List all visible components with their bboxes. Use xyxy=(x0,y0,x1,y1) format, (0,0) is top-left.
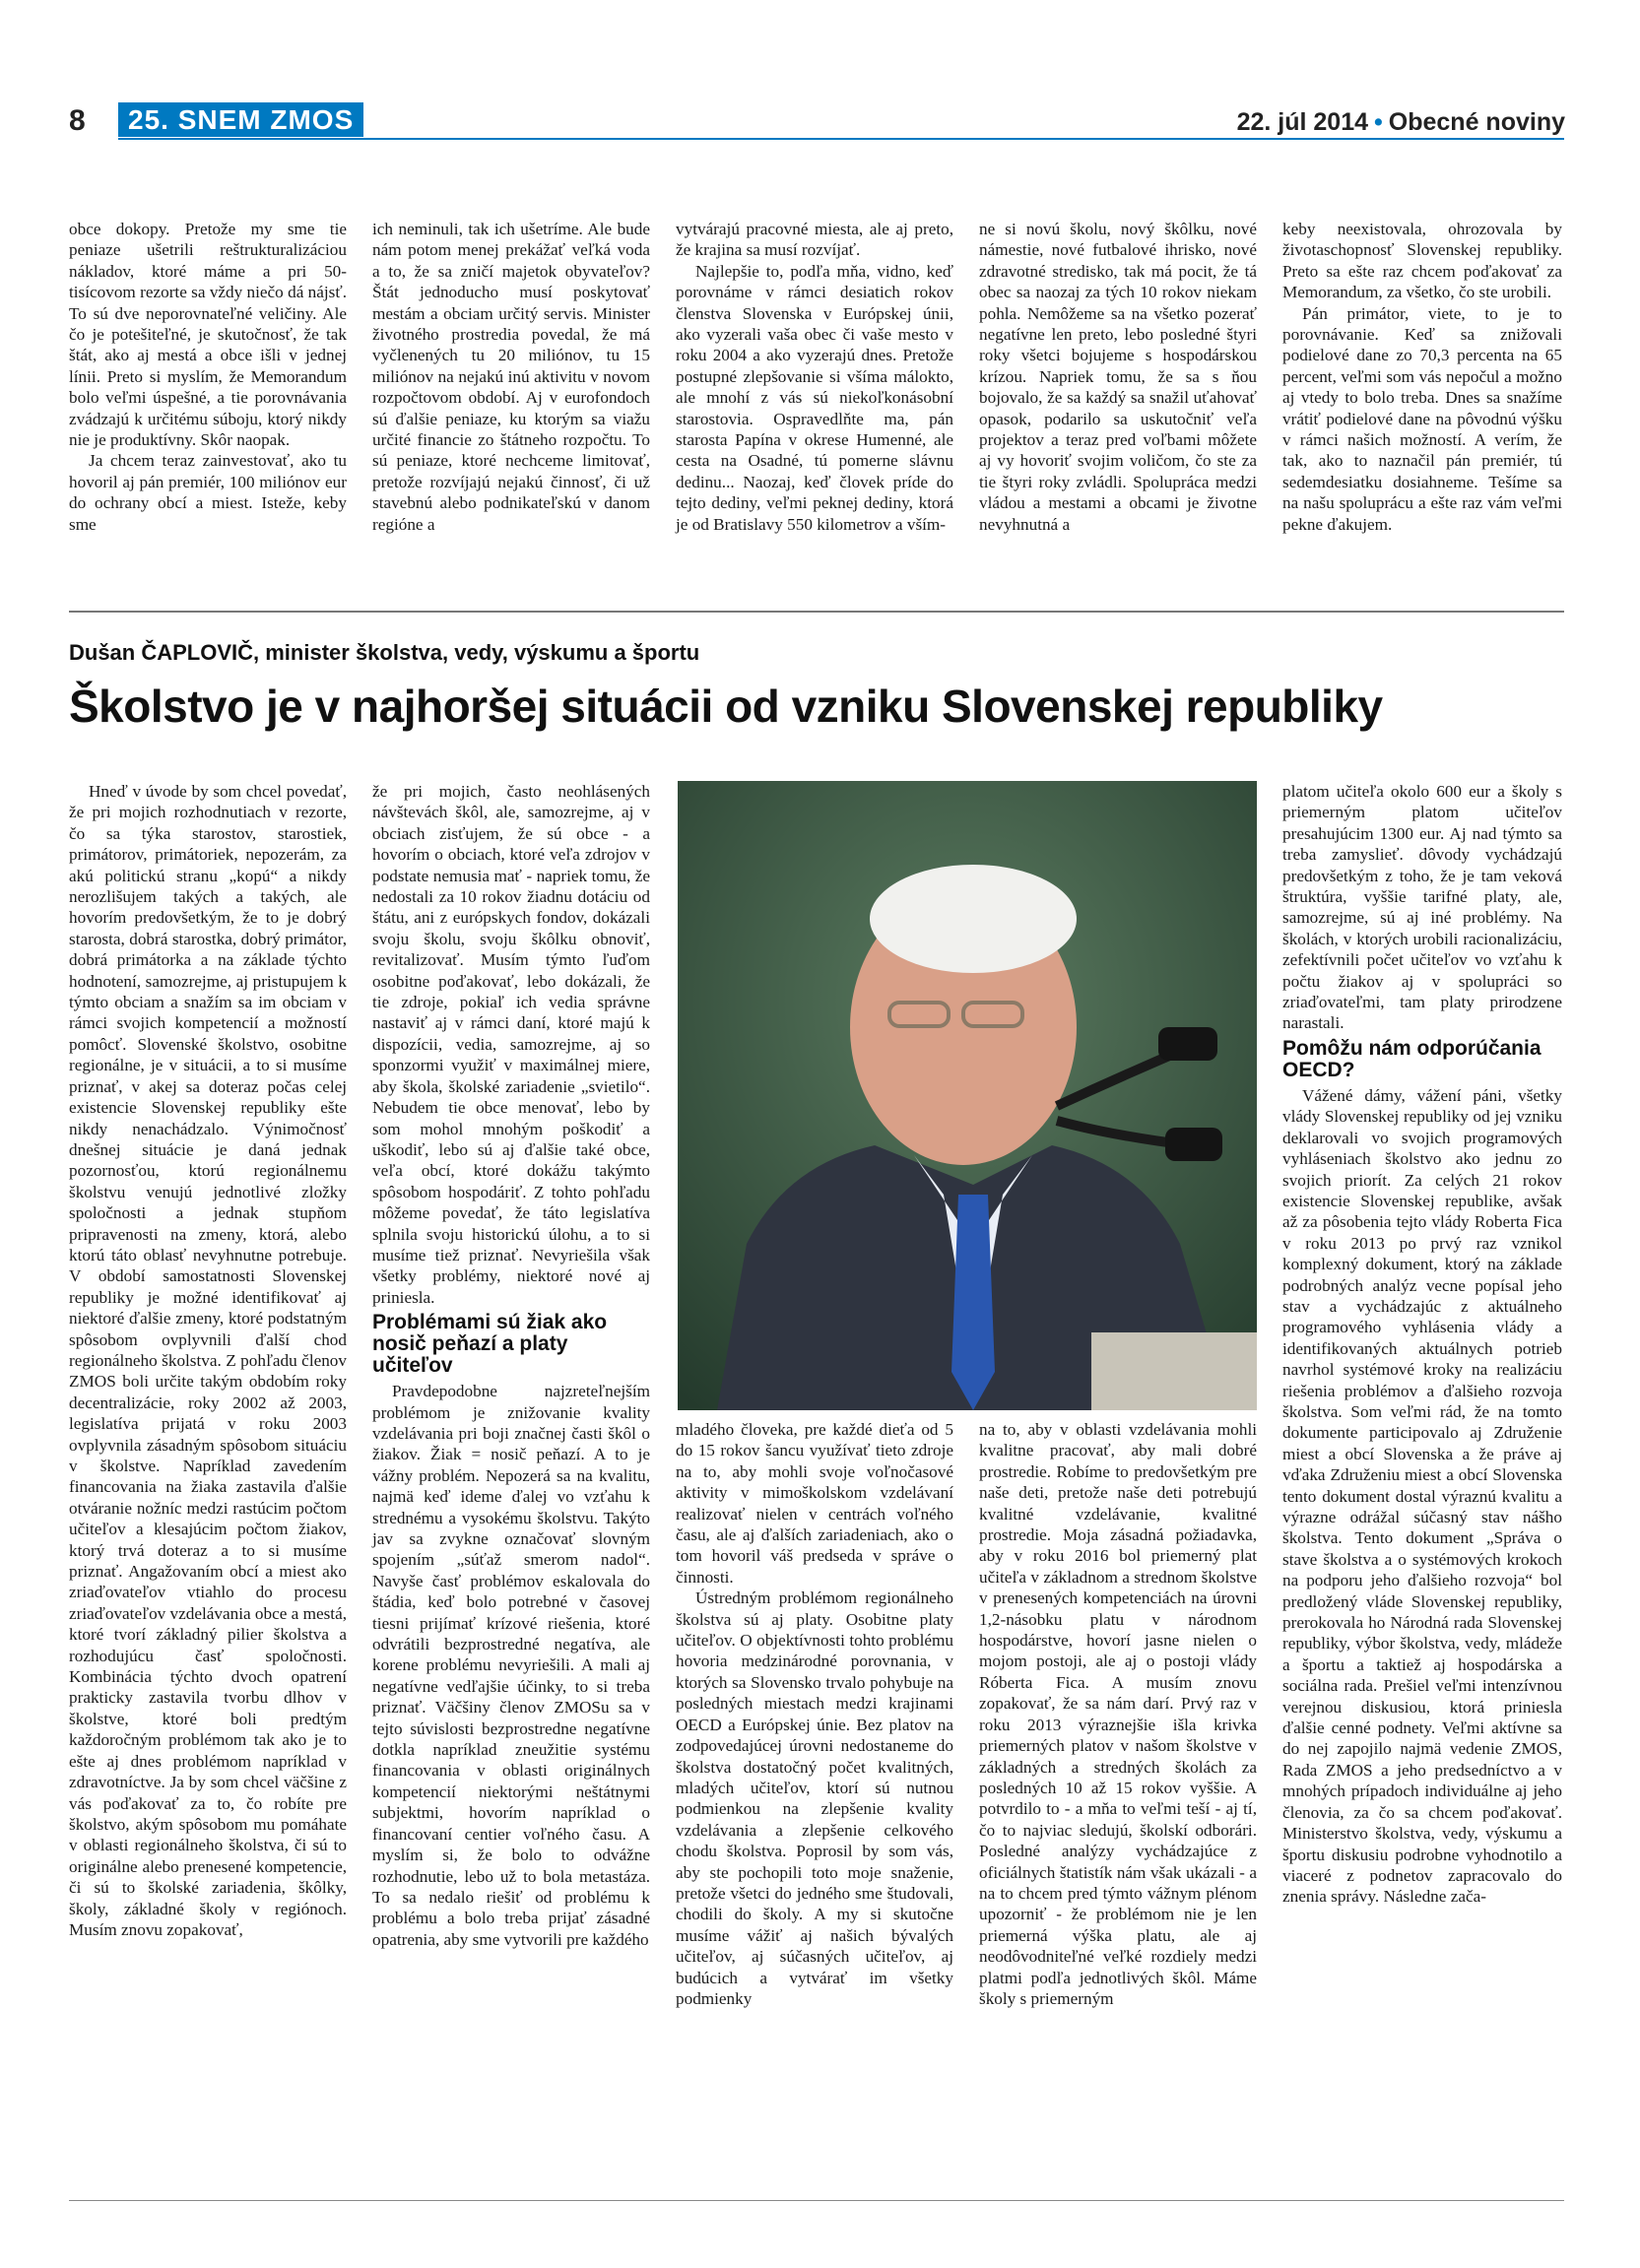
article-col-3 xyxy=(676,1419,953,2009)
paragraph: keby neexistovala, ohrozovala by životaschopnosť Slovenskej republiky. Preto sa ešte raz chcem poďakovať za Memorandum, za všetko, čo ste urobili. xyxy=(1282,220,1562,302)
article-headline: Školstvo je v najhoršej situácii od vzniku Slovenskej republiky xyxy=(69,680,1383,732)
article-kicker: Dušan ČAPLOVIČ, minister školstva, vedy, výskumu a športu xyxy=(69,640,700,665)
article-divider xyxy=(69,611,1564,613)
subheading: Pomôžu nám odporúčania OECD? xyxy=(1282,1036,1542,1081)
article-col-5 xyxy=(1282,781,1562,1908)
separator-dot: • xyxy=(1374,108,1383,136)
prev-article-col-4 xyxy=(979,219,1257,535)
paragraph: Vážené dámy, vážení páni, všetky vlády Slovenskej republiky od jej vzniku deklarovali vo svojich programových vyhláseniach školstvo ako jednu zo svojich priorít. Za celých 21 rokov existencie Slovenskej republike, avšak až za pôsobenia tejto vlády Roberta Fica v roku 2013 po prvý raz vznikol komplexný dokument, ktorý na základe podrobných analýz vecne popísal jeho stav a vychádzajúc z aktuálneho programového vyhlásenia vlády a identifikovaných aktuálnych potrieb navrhol systémové kroky na realizáciu riešenia problémov a ďalšieho rozvoja školstva. Som veľmi rád, že na tomto dokumente participovalo aj Združenie miest a obcí Slovenska a že práve aj vďaka Združeniu miest a obcí Slovenska tento dokument dostal výraznú kvalitu a výrazne odrážal súčasný stav nášho školstva. Tento dokument „Správa o stave školstva a o systémových krokoch na podporu jeho ďalšieho rozvoja“ bol predložený vláde Slovenskej republiky, prerokovala ho Národná rada Slovenskej republiky, výbor školstva, vedy, mládeže a športu a taktiež aj hospodárska a sociálna rada. Prešiel veľmi intenzívnou verejnou diskusiou, ktorá priniesla ďalšie cenné podnety. Veľmi aktívne sa do nej zapojilo najmä vedenie ZMOS, Rada ZMOS a jeho predsedníctvo a v mnohých prípadoch individuálne aj jeho členovia, za čo sa chcem poďakovať. Ministerstvo školstva, vedy, výskumu a športu diskusiu podrobne vyhodnotilo a viaceré z podnetov zapracovalo do znenia správy. Následne zača- xyxy=(1282,1085,1562,1907)
paragraph: Pán primátor, viete, to je to porovnávanie. Keď sa znižovali podielové dane zo 70,3 percenta na 65 percent, veľmi som vás nepočul a možno aj vtedy to bolo treba. Dnes sa snažíme vrátiť podielové dane na pôvodnú výšku v rámci našich možností. A verím, že tak, ako to naznačil pán premiér, tú sedemdesiatku dosiahneme. Tešíme sa na našu spoluprácu a ešte raz vám veľmi pekne ďakujem. xyxy=(1282,303,1562,534)
page-number: 8 xyxy=(69,104,86,137)
speaker-photo xyxy=(678,781,1257,1410)
prev-article-col-2 xyxy=(372,219,650,535)
paragraph: vytvárajú pracovné miesta, ale aj preto, že krajina sa musí rozvíjať. xyxy=(676,220,953,260)
paragraph: ich neminuli, tak ich ušetríme. Ale bude nám potom menej prekážať veľká voda a to, že sa zničí majetok obyvateľov? Štát jednoducho musí poskytovať mestám a obciam určitý servis. Minister životného prostredia povedal, že má vyčlenených tu 20 miliónov, tu 15 miliónov na nejakú inú aktivitu v novom rozpočtovom období. Aj v eurofondoch sú ďalšie peniaze, ku ktorým sa viažu určité financie zo štátneho rozpočtu. To sú peniaze, ktoré nechceme limitovať, pretože rozvíjajú nejakú činnosť, či už stavebnú alebo podnikateľskú v danom regióne a xyxy=(372,220,650,534)
subheading: Problémami sú žiak ako nosič peňazí a platy učiteľov xyxy=(372,1311,608,1378)
prev-article-col-1 xyxy=(69,219,347,535)
paragraph: Pravdepodobne najzreteľnejším problémom je znižovanie kvality vzdelávania pri boji značnej časti škôl o žiakov. Žiak = nosič peňazí. A to je vážny problém. Nepozerá sa na kvalitu, najmä keď ideme ďalej vo vzťahu k strednému a vysokému školstvu. Takýto jav sa zvykne označovať slovným spojením „súťaž smerom nadol“. Navyše časť problémov eskalovala do štádia, keď bolo potrebné v časovej tiesni prijímať krízové riešenia, ktoré odvrátili bezprostredné negatíva, ale korene problému nevyriešili. A mali aj negatívne vedľajšie účinky, to si treba priznať. Väčšiny členov ZMOSu sa v tejto súvislosti bezprostredne negatívne dotkla napríklad zneužitie systému financovania v oblasti originálnych kompetencií niektorými neštátnymi subjektmi, hovorím napríklad o financovaní centier voľného času. A myslím si, že bolo to odvážne rozhodnutie, lebo už to bola metastáza. To sa nedalo riešiť od problému k problému a bolo treba prijať zásadné opatrenia, aby sme vytvorili pre každého xyxy=(372,1382,650,1949)
article-col-2 xyxy=(372,781,650,1950)
prev-article-col-5 xyxy=(1282,219,1562,535)
article-col-1 xyxy=(69,781,347,1940)
issue-date: 22. júl 2014 xyxy=(1236,108,1369,136)
speaker-illustration xyxy=(678,781,1257,1410)
issue-info xyxy=(1237,108,1565,137)
paragraph: mladého človeka, pre každé dieťa od 5 do 15 rokov šancu využívať tieto zdroje na to, aby mohli svoje voľnočasové aktivity v mimoškolskom vzdelávaní realizovať nielen v centrách voľného času, ale aj ďalších zariadeniach, ako o tom hovoril váš predseda v správe o činnosti. xyxy=(676,1420,953,1587)
article-col-4 xyxy=(979,1419,1257,2009)
publication-name: Obecné noviny xyxy=(1388,108,1565,136)
header-rule xyxy=(118,138,1564,140)
paragraph: Hneď v úvode by som chcel povedať, že pri mojich rozhodnutiach v rezorte, čo sa týka starostov, starostiek, primátorov, primátoriek, nepozerám, za akú politickú stranu „kopú“ a nikdy nerozlišujem takých a takých, ale hovorím predovšetkým, že to je dobrý starosta, dobrá starostka, dobrý primátor, dobrá primátorka a na základe týchto hodnotení, samozrejme, aj pristupujem k týmto obciam a snažím sa im obciam v rámci svojich kompetencií a možností pomôcť. Slovenské školstvo, osobitne regionálne, je v situácii, a to si musíme priznať, v akej sa doteraz počas celej existencie Slovenskej republiky ešte nikdy nenachádzalo. Výnimočnosť dnešnej situácie je daná jednak pozornosťou, ktorú regionálnemu školstvu venujú jednotlivé zložky spoločnosti a jednak stupňom pripravenosti na zmeny, ktorá, alebo ktorú táto oblasť nevyhnutne potrebuje. V období samostatnosti Slovenskej republiky je možné identifikovať aj niektoré ďalšie zmeny, ktoré podstatným spôsobom ovplyvnili ďalší chod regionálneho školstva. Z pohľadu členov ZMOS boli určite takým obdobím roky decentralizácie, roky 2002 až 2003, legislatíva prijatá v roku 2003 ovplyvnila zásadným spôsobom situáciu v školstve. Napríklad zavedením financovania na žiaka zastavila ďalšie otváranie nožníc medzi rastúcim počtom učiteľov a klesajúcim počtom žiakov, ktorý trvá doteraz a to si musíme priznať. Angažovaním obcí a miest ako zriaďovateľov vtiahlo do procesu zriaďovateľov vzdelávania obce a mestá, ktoré tvorí základný pilier školstva a rozhodujúcu časť spoločnosti. Kombinácia týchto dvoch opatrení prakticky zastavila tvorbu dlhov v školstve, ktoré boli predtým každoročným problémom tak ako je to ešte aj dnes problémom napríklad v zdravotníctve. Ja by som chcel väčšine z vás poďakovať za to, čo robíte pre školstvo, akým spôsobom mu pomáhate v oblasti regionálneho školstva, či sú to originálne alebo prenesené kompetencie, či sú to školské zariadenia, škôlky, školy, základné školy v regiónoch. Musím znovu zopakovať, xyxy=(69,782,347,1939)
paragraph: Ústredným problémom regionálneho školstva sú aj platy. Osobitne platy učiteľov. O objektívnosti tohto problému hovoria medzinárodné porovnania, v ktorých sa Slovensko trvalo pohybuje na posledných miestach medzi krajinami OECD a Európskej únie. Bez platov na zodpovedajúcej úrovni nedostaneme do školstva dostatočný počet kvalitných, mladých učiteľov, ktorí sú nutnou podmienkou na zlepšenie kvality vzdelávania a zlepšenie celkového chodu školstva. Poprosil by som vás, aby ste pochopili toto moje snaženie, pretože všetci do jedného sme študovali, chodili do školy. A my si skutočne musíme vážiť aj našich bývalých učiteľov, aj súčasných učiteľov, aj budúcich a vytvárať im všetky podmienky xyxy=(676,1588,953,2008)
section-badge: 25. SNEM ZMOS xyxy=(118,102,363,137)
paragraph: na to, aby v oblasti vzdelávania mohli kvalitne pracovať, aby mali dobré prostredie. Robíme to predovšetkým pre naše deti, pretože naše deti potrebujú kvalitné vzdelávanie, kvalitné prostredie. Moja zásadná požiadavka, aby v roku 2016 bol priemerný plat učiteľa v základnom a strednom školstve v prenesených kompetenciách na úrovni 1,2-násobku platu v národnom hospodárstve, hovorí jasne nielen o mojom postoji, ale aj o postoji vlády Róberta Fica. A musím znovu zopakovať, že sa nám darí. Prvý raz v roku 2013 výraznejšie išla krivka priemerných platov v našom školstve v základných a stredných školách za posledných 10 až 15 rokov vyššie. A potvrdilo to - a mňa to veľmi teší - aj tí, čo to najviac sledujú, školskí odborári. Posledné analýzy vychádzajúce z oficiálnych štatistík nám však ukázali - a na to chcem pred týmto vážnym plénom upozorniť - že problémom nie je len priemerná výška platu, ale aj neodôvodniteľné veľké rozdiely medzi platmi podľa jednotlivých škôl. Máme školy s priemerným xyxy=(979,1420,1257,2008)
bottom-rule xyxy=(69,2200,1564,2201)
paragraph: obce dokopy. Pretože my sme tie peniaze ušetrili reštrukturalizáciou nákladov, ktoré máme a pri 50-tisícovom rezorte sa vždy niečo dá nájsť. To sú dve neporovnateľné veličiny. Ale čo je potešiteľné, je skutočnosť, že tak štát, ako aj mestá a obce išli v jednej línii. Preto si myslím, že Memorandum bolo veľmi úspešné, a tie porovnávania zvádzajú k určitému súboju, ktorý nikdy nie je produktívny. Skôr naopak. xyxy=(69,220,347,450)
paragraph: Najlepšie to, podľa mňa, vidno, keď porovnáme v rámci desiatich rokov členstva Slovenska v Európskej únii, ako vyzerali vaša obec či vaše mesto v roku 2004 a ako vyzerajú dnes. Pretože postupné zlepšovanie si všíma málokto, ale mnohí z vás sú niekoľkonásobní starostovia. Ospravedlňte ma, pán starosta Papína v okrese Humenné, ale cesta na Osadné, tú pomerne slávnu dedinu... Naozaj, keď človek príde do tejto dediny, veľmi peknej dediny, ktorá je od Bratislavy 550 kilometrov a vším- xyxy=(676,261,953,534)
paragraph: platom učiteľa okolo 600 eur a školy s priemerným platom učiteľov presahujúcim 1300 eur. Aj nad týmto sa treba zamyslieť. dôvody vychádzajú predovšetkým z toho, že je tam veková štruktúra, vyššie tarifné platy, ale, samozrejme, sú aj iné problémy. Na školách, v ktorých urobili racionalizáciu, zefektívnili počet učiteľov vo vzťahu k počtu žiakov aj v spolupráci so zriaďovateľmi, tam platy prirodzene narastali. xyxy=(1282,782,1562,1033)
prev-article-col-3 xyxy=(676,219,953,535)
paragraph: že pri mojich, často neohlásených návštevách škôl, ale, samozrejme, aj v obciach zisťujem, že sú obce - a hovorím o obciach, ktoré veľa zdrojov v podstate nemusia mať - napriek tomu, že nedostali za 10 rokov žiadnu dotáciu od štátu, ani z európskych fondov, dokázali svoju školu, svoju škôlku obnoviť, revitalizovať. Musím týmto ľuďom osobitne poďakovať, lebo dokázali, že tie zdroje, pokiaľ ich vedia správne nastaviť aj v rámci daní, ktoré majú k dispozícii, vedia, samozrejme, aj so sponzormi využiť v maximálnej miere, aby škola, školské zariadenie „svietilo“. Nebudem tie obce menovať, lebo by som mohol mnohým poškodiť a uškodiť, lebo sú aj ďalšie také obce, veľa obcí, ktoré dokážu takýmto spôsobom hospodáriť. Z tohto pohľadu môžeme povedať, že táto legislatíva splnila svoju historickú úlohu, a to si musíme tiež priznať. Nevyriešila však všetky problémy, niektoré nové aj priniesla. xyxy=(372,782,650,1307)
paragraph: ne si novú školu, nový škôlku, nové námestie, nové futbalové ihrisko, nové zdravotné stredisko, tak má pocit, že tá obec sa naozaj za tých 10 rokov niekam pohla. Nemôžeme sa na všetko pozerať negatívne len preto, lebo posledné štyri roky všetci bojujeme s hospodárskou krízou. Napriek tomu, že sa s ňou bojovalo, že sa každý sa snažil uťahovať opasok, podarilo sa uskutočniť veľa projektov a teraz pred voľbami môžete aj vy hovoriť svojim voličom, čo ste za tie štyri roky zvládli. Spolupráca medzi vládou a mestami a obcami je životne nevyhnutná a xyxy=(979,220,1257,534)
paragraph: Ja chcem teraz zainvestovať, ako tu hovoril aj pán premiér, 100 miliónov eur do ochrany obcí a miest. Isteže, keby sme xyxy=(69,451,347,534)
